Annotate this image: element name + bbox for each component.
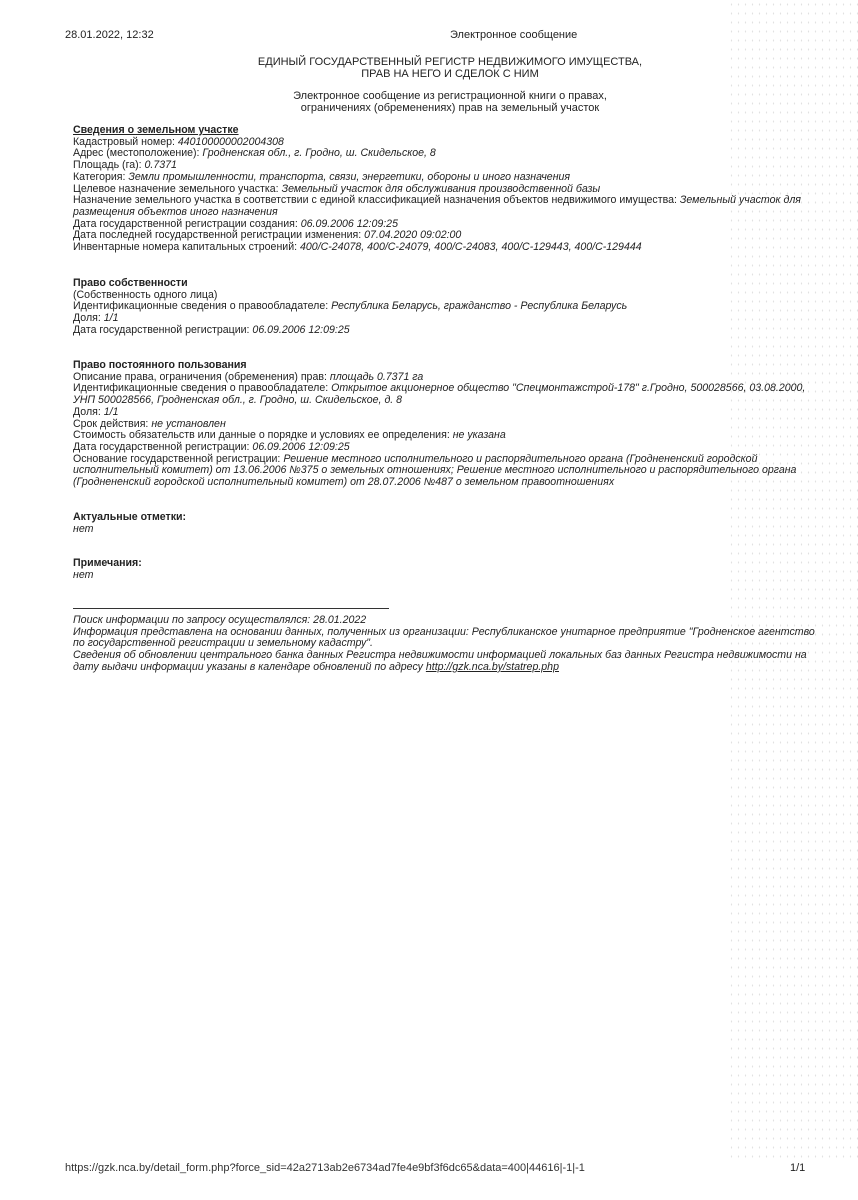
title-line: ЕДИНЫЙ ГОСУДАРСТВЕННЫЙ РЕГИСТР НЕДВИЖИМОГО ИМУЩЕСТВА, <box>257 56 643 68</box>
field-label: Описание права, ограничения (обременения) прав: <box>73 370 330 383</box>
field-value: 06.09.2006 12:09:25 <box>300 217 398 230</box>
ownership-section <box>73 278 821 337</box>
field-label: Кадастровый номер: <box>73 135 178 148</box>
field-label: Дата государственной регистрации: <box>73 323 253 336</box>
notes-section <box>73 558 821 581</box>
field-row <box>73 454 821 489</box>
use-section <box>73 360 821 489</box>
land-section <box>73 125 821 254</box>
statrep-link[interactable]: http://gzk.nca.by/statrep.php <box>425 660 559 673</box>
field-value: Земельный участок для обслуживания производственной базы <box>281 182 601 195</box>
field-label: Доля: <box>73 405 104 418</box>
section-heading: Актуальные отметки: <box>73 511 187 523</box>
field-value: Решение местного исполнительного и распорядительного органа (Гроднененский городской исполнительный комитет) от 13.06.2006 №375 о земельных отношениях; Решение местного исполнительного и распорядительного органа (Гроднененский городской исполнительный комитет) от 28.07.2006 №487 о земельном правоотношениях <box>73 452 797 489</box>
field-value: Земли промышленности, транспорта, связи, энергетики, обороны и иного назначения <box>128 170 571 183</box>
section-heading: Примечания: <box>73 557 142 569</box>
field-row <box>73 195 821 218</box>
field-label: Адрес (местоположение): <box>73 147 203 160</box>
footer-search: Поиск информации по запросу осуществлялся: 28.01.2022 <box>73 614 367 626</box>
field-value: Открытое акционерное общество "Спецмонтажстрой-178" г.Гродно, 500028566, 03.08.2000, УНП 500028566, Гродненская обл., г. Гродно, ш. Скидельское, д. 8 <box>73 382 806 407</box>
footer-update <box>73 650 821 673</box>
page-number: 1/1 <box>790 1162 806 1174</box>
field-value: Гродненская обл., г. Гродно, ш. Скидельское, 8 <box>202 147 436 160</box>
section-heading: Сведения о земельном участке <box>73 124 239 136</box>
notes-value: нет <box>73 568 94 581</box>
field-row <box>73 242 821 254</box>
field-row <box>73 301 821 313</box>
print-datetime: 28.01.2022, 12:32 <box>65 29 154 41</box>
field-value: площадь 0.7371 га <box>329 370 424 383</box>
field-value: Республика Беларусь, гражданство - Республика Беларусь <box>331 300 628 313</box>
marks-value: нет <box>73 522 94 535</box>
field-value: 07.04.2020 09:02:00 <box>364 229 462 242</box>
field-row <box>73 383 821 406</box>
field-label: Срок действия: <box>73 417 152 430</box>
divider <box>73 608 389 609</box>
field-label: Площадь (га): <box>73 159 145 172</box>
field-label: Основание государственной регистрации: <box>73 452 284 465</box>
subtitle-line: ограничениях (обременениях) прав на земельный участок <box>300 102 600 114</box>
field-label: Категория: <box>73 170 129 183</box>
field-row <box>73 325 821 337</box>
field-value: 400/С-24078, 400/С-24079, 400/С-24083, 400/С-129443, 400/С-129444 <box>300 241 642 254</box>
field-value: 06.09.2006 12:09:25 <box>252 323 350 336</box>
footer-source: Информация представлена на основании данных, полученных из организации: Республиканское унитарное предприятие "Гродненское агентство по государственной регистрации и земельному кадастру". <box>73 625 815 650</box>
field-label: Дата государственной регистрации создания: <box>73 217 301 230</box>
footer-update-text: Сведения об обновлении центрального банка данных Регистра недвижимости информацией локальных баз данных Регистра недвижимости на дату выдачи информации указаны в календаре обновлений по адресу <box>73 649 807 673</box>
field-value: 06.09.2006 12:09:25 <box>252 440 350 453</box>
field-value: 0.7371 <box>144 159 177 172</box>
print-doc-type: Электронное сообщение <box>450 29 578 41</box>
field-value: 440100000002004308 <box>177 135 284 148</box>
document-title <box>200 56 700 80</box>
ownership-note: (Собственность одного лица) <box>73 288 218 301</box>
field-value: 1/1 <box>103 312 119 325</box>
field-value: 1/1 <box>103 405 119 418</box>
footer-info <box>73 615 821 674</box>
title-line: ПРАВ НА НЕГО И СДЕЛОК С НИМ <box>361 68 539 80</box>
print-url: https://gzk.nca.by/detail_form.php?force_sid=42a2713ab2e6734ad7fe4e9bf3f6dc65&data=400|44616|-1|-1 <box>65 1162 585 1174</box>
section-heading: Право постоянного пользования <box>73 359 247 371</box>
field-label: Инвентарные номера капитальных строений: <box>73 241 301 254</box>
field-label: Идентификационные сведения о правообладателе: <box>73 300 332 313</box>
field-label: Назначение земельного участка в соответствии с единой классификацией назначения объектов недвижимого имущества: <box>73 194 680 207</box>
field-value: не установлен <box>151 417 226 430</box>
field-value: не указана <box>452 429 506 442</box>
field-row <box>73 148 821 160</box>
field-label: Стоимость обязательств или данные о порядке и условиях ее определения: <box>73 429 453 442</box>
field-label: Идентификационные сведения о правообладателе: <box>73 382 332 395</box>
section-heading: Право собственности <box>73 277 188 289</box>
field-label: Дата последней государственной регистрации изменения: <box>73 229 365 242</box>
marks-section <box>73 512 821 535</box>
field-label: Целевое назначение земельного участка: <box>73 182 282 195</box>
field-label: Доля: <box>73 312 104 325</box>
subtitle-line: Электронное сообщение из регистрационной книги о правах, <box>293 90 607 102</box>
document-subtitle <box>200 90 700 114</box>
field-label: Дата государственной регистрации: <box>73 440 253 453</box>
field-value: Земельный участок для размещения объектов иного назначения <box>73 194 801 218</box>
